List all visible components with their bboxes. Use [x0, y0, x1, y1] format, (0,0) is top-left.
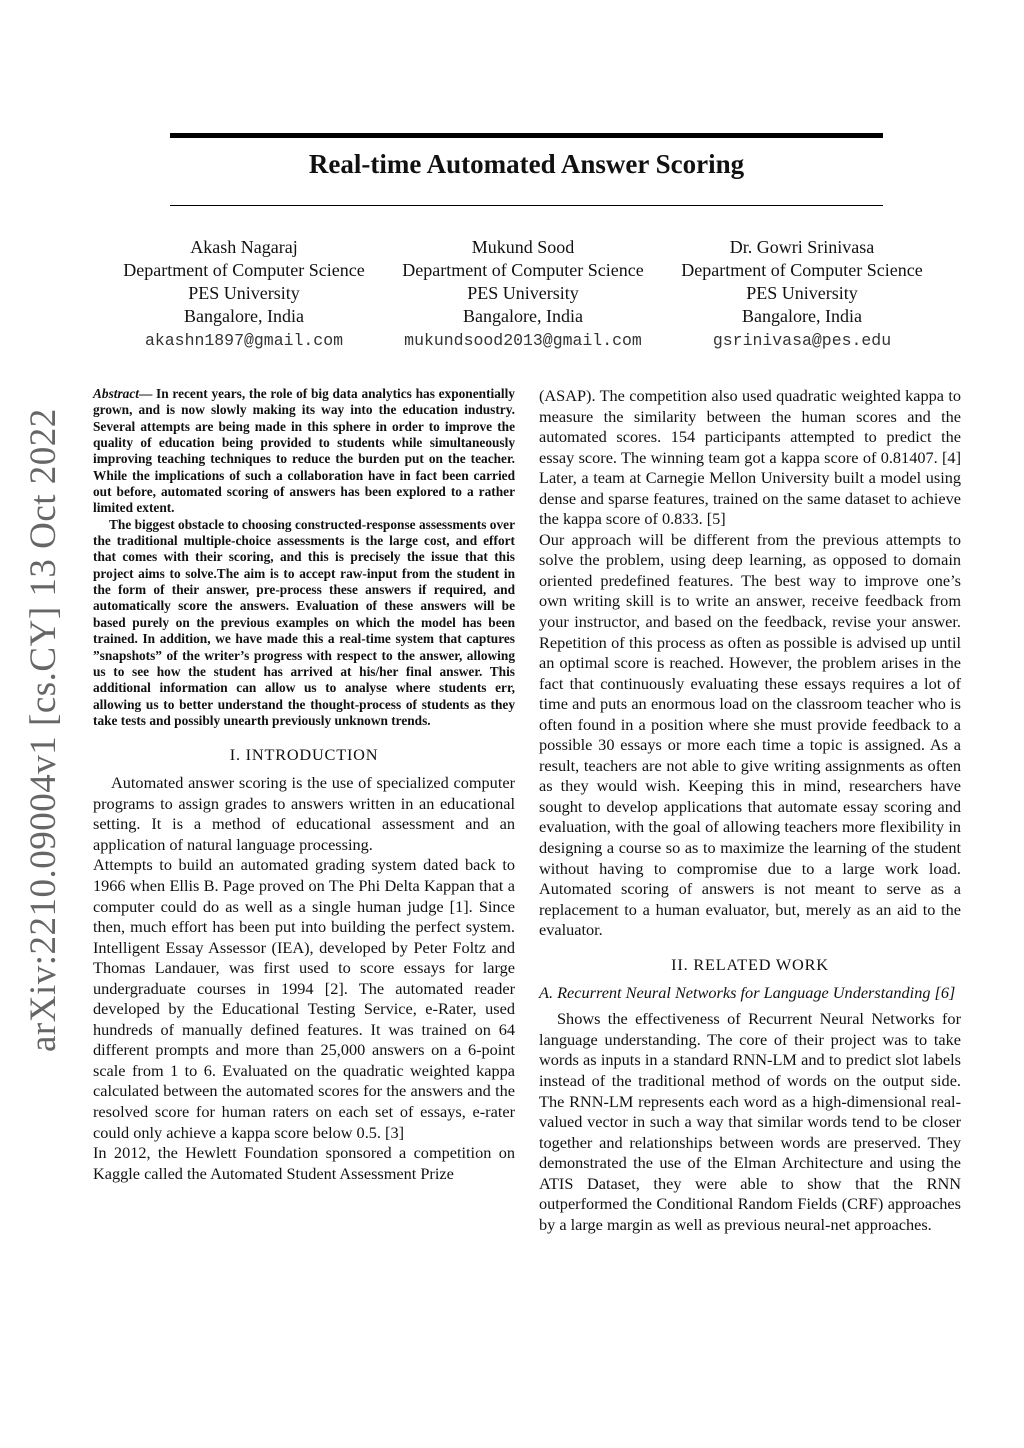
author-3 — [667, 236, 937, 352]
intro-paragraph-3: In 2012, the Hewlett Foundation sponsored a competition on Kaggle called the Automated Student Assessment Prize — [93, 1143, 515, 1183]
author-dept: Department of Computer Science — [681, 260, 923, 280]
author-email: akashn1897@gmail.com — [144, 331, 344, 350]
abstract — [93, 386, 515, 729]
section-heading-related-work: II. RELATED WORK — [671, 954, 829, 974]
abstract-text-1: In recent years, the role of big data analytics has exponentially grown, and is now slowly making its way into the education industry. Several attempts are being made in this sphere in order to improve the quality of education being provided to students while simultaneously improving teaching techniques to reduce the burden put on the teacher. While the implications of such a collaboration have in fact been carried out before, automated scoring of answers has been explored to a rather limited extent. — [93, 386, 515, 516]
author-1 — [109, 236, 379, 352]
author-city: Bangalore, India — [184, 306, 304, 326]
author-univ: PES University — [746, 283, 858, 303]
title-rule-top — [170, 133, 883, 138]
author-2 — [388, 236, 658, 352]
title-rule-bottom — [170, 205, 883, 206]
author-city: Bangalore, India — [742, 306, 862, 326]
author-name: Akash Nagaraj — [190, 237, 298, 257]
abstract-dash: — — [138, 386, 157, 401]
author-univ: PES University — [188, 283, 300, 303]
intro-paragraph-4: Our approach will be different from the previous attempts to solve the problem, using deep learning, as opposed to domain oriented predefined features. The best way to improve one’s own writing skill is to write an answer, receive feedback from your instructor, and based on the feedback, revise your answer. Repetition of this process as often as possible is advised up until an optimal score is reached. However, the problem arises in the fact that continuously evaluating these essays requires a lot of time and puts an enormous load on the classroom teacher who is often found in a position where she must provide feedback to a possible 30 essays or more each time a topic is assigned. As a result, teachers are not able to give writing assignments as often as they would wish. Keeping this in mind, researchers have sought to develop applications that automate essay scoring and evaluation, with the goal of allowing teachers more flexibility in designing a course so as to maximize the learning of the student without having to compromise due to a large work load. Automated scoring of answers is not meant to serve as a replacement to a human evaluator, but, merely as an aid to the evaluator. — [539, 529, 961, 940]
author-dept: Department of Computer Science — [123, 260, 365, 280]
abstract-label: Abstract — [93, 386, 139, 401]
author-email: mukundsood2013@gmail.com — [404, 331, 642, 350]
author-name: Dr. Gowri Srinivasa — [729, 237, 875, 257]
right-column — [539, 386, 961, 1235]
subsection-heading-a: A. Recurrent Neural Networks for Language Understanding [6] — [539, 982, 956, 1002]
author-city: Bangalore, India — [463, 306, 583, 326]
author-name: Mukund Sood — [471, 237, 575, 257]
author-univ: PES University — [467, 283, 579, 303]
related-paragraph-1: Shows the effectiveness of Recurrent Neural Networks for language understanding. The core of their project was to take words as inputs in a standard RNN-LM and to predict slot labels instead of the traditional method of words on the output side. The RNN-LM represents each word as a high-dimensional real-valued vector in such a way that similar words tend to be closer together and relationships between words are preserved. They demonstrated the use of the Elman Architecture and using the ATIS Dataset, they were able to show that the RNN outperformed the Conditional Random Fields (CRF) approaches by a large margin as well as previous neural-net approaches. — [539, 1009, 961, 1234]
left-column — [93, 386, 515, 1184]
abstract-paragraph-2: The biggest obstacle to choosing constructed-response assessments over the traditional multiple-choice assessments is the large cost, and effort that comes with their scoring, and this is precisely the issue that this project aims to solve.The aim is to accept raw-input from the student in the form of their answer, pre-process these answers if required, and automatically score the answers. Evaluation of these answers will be based purely on the previous examples on which the model has been trained. In addition, we have made this a real-time system that captures ”snapshots” of the writer’s progress with respect to the answer, allowing us to see how the student has arrived at his/her final answer. This additional information can allow us to analyse where students err, allowing us to better understand the thought-process of students as they take tests and possibly unearth previously unknown trends. — [93, 516, 515, 728]
abstract-paragraph-1 — [93, 386, 515, 517]
section-heading-introduction: I. INTRODUCTION — [229, 745, 379, 765]
intro-paragraph-3-continued: (ASAP). The competition also used quadratic weighted kappa to measure the similarity between the human scores and the automated scores. 154 participants attempted to predict the essay score. The winning team got a kappa score of 0.81407. [4] Later, a team at Carnegie Mellon University built a model using dense and sparse features, trained on the same dataset to achieve the kappa score of 0.833. [5] — [539, 386, 961, 529]
intro-paragraph-1: Automated answer scoring is the use of specialized computer programs to assign grades to answers written in an educational setting. It is a method of educational assessment and an application of natural language processing. — [93, 773, 515, 854]
paper-title: Real-time Automated Answer Scoring — [308, 149, 745, 179]
author-email: gsrinivasa@pes.edu — [712, 331, 892, 350]
intro-paragraph-2: Attempts to build an automated grading system dated back to 1966 when Ellis B. Page proved on The Phi Delta Kappan that a computer could do as well as a single human judge [1]. Since then, much effort has been put into building the perfect system. Intelligent Essay Assessor (IEA), developed by Peter Foltz and Thomas Landauer, was first used to score essays for large undergraduate courses in 1994 [2]. The automated reader developed by the Educational Testing Service, e-Rater, used hundreds of manually defined features. It was trained on 64 different prompts and more than 25,000 answers on a 6-point scale from 1 to 6. Evaluated on the quadratic weighted kappa calculated between the automated scores for the answers and the resolved score for human raters on each set of essays, e-rater could only achieve a kappa score below 0.5. [3] — [93, 855, 515, 1142]
author-dept: Department of Computer Science — [402, 260, 644, 280]
arxiv-identifier: arXiv:2210.09004v1 [cs.CY] 13 Oct 2022 — [23, 408, 64, 1052]
